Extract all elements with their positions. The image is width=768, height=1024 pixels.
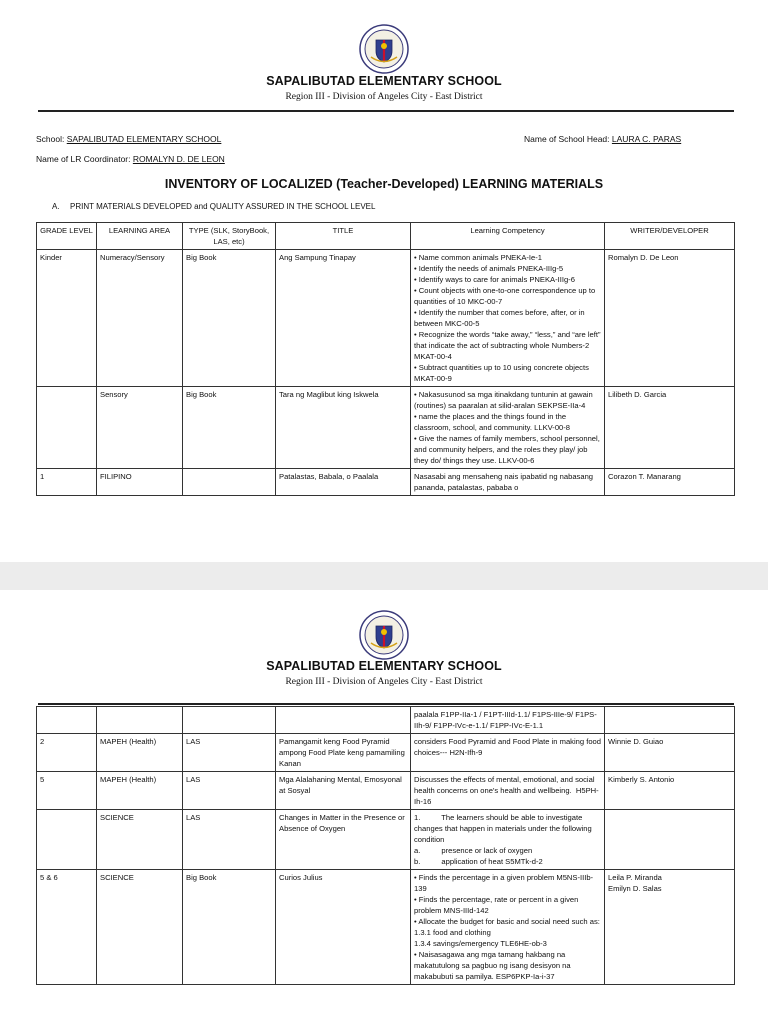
cell-writer — [605, 870, 735, 985]
competency-line: • Finds the percentage, rate or percent in a given problem MNS-IIId-142 — [414, 895, 581, 915]
school-head-info — [524, 134, 681, 144]
cell-area — [97, 707, 183, 734]
cell-grade — [37, 387, 97, 469]
cell-area: SCIENCE — [97, 810, 183, 870]
cell-writer — [605, 707, 735, 734]
cell-area: SCIENCE — [97, 870, 183, 985]
writer-name: Winnie D. Guiao — [608, 737, 664, 746]
cell-title: Tara ng Maglibut king Iskwela — [276, 387, 411, 469]
competency-line: • Give the names of family members, school personnel, and community helpers, and the roles they play/ job they do/ things they use. LLKV-00-6 — [414, 434, 602, 465]
document-page-2 — [0, 590, 768, 1024]
cell-title: Changes in Matter in the Presence or Absence of Oxygen — [276, 810, 411, 870]
header-type: TYPE (SLK, StoryBook, LAS, etc) — [183, 223, 276, 250]
competency-line: • Identify the number that comes before, after, or in between MKC-00-5 — [414, 308, 587, 328]
cell-grade: 5 & 6 — [37, 870, 97, 985]
competency-line: 1.3.1 food and clothing — [414, 928, 491, 937]
cell-learning-competency — [411, 810, 605, 870]
cell-title: Patalastas, Babala, o Paalala — [276, 469, 411, 496]
writer-name: Corazon T. Manarang — [608, 472, 681, 481]
school-value: SAPALIBUTAD ELEMENTARY SCHOOL — [66, 134, 222, 144]
cell-type: Big Book — [183, 870, 276, 985]
cell-grade: Kinder — [37, 250, 97, 387]
cell-learning-competency — [411, 870, 605, 985]
region-division-line: Region III - Division of Angeles City - East District — [285, 92, 483, 102]
lr-coordinator-value: ROMALYN D. DE LEON — [132, 154, 225, 164]
competency-line: 1.3.4 savings/emergency TLE6HE-ob-3 — [414, 939, 547, 948]
header-title: TITLE — [276, 223, 411, 250]
cell-learning-competency — [411, 707, 605, 734]
cell-type — [183, 707, 276, 734]
competency-line: • Identify ways to care for animals PNEKA-IIIg-6 — [414, 275, 575, 284]
table-row — [37, 870, 735, 985]
cell-type: LAS — [183, 810, 276, 870]
competency-line: • name the places and the things found in the classroom, school, and community. LLKV-00-8 — [414, 412, 571, 432]
competency-line: 1. The learners should be able to investigate changes that happen in materials under the following condition — [414, 813, 594, 844]
table-row — [37, 772, 735, 810]
cell-learning-competency — [411, 387, 605, 469]
cell-area: MAPEH (Health) — [97, 734, 183, 772]
deped-seal-icon — [359, 24, 409, 74]
competency-line: paalala F1PP-IIa-1 / F1PT-IIId-1.1/ F1PS-IIIe-9/ F1PS-IIh-9/ F1PP-IVc-e-1.1/ F1PP-IVc-E-1.1 — [414, 710, 597, 730]
lr-coordinator-info — [36, 154, 225, 164]
competency-line: • Identify the needs of animals PNEKA-IIIg-5 — [414, 264, 564, 273]
lr-coordinator-label: Name of LR Coordinator: — [36, 154, 131, 164]
table-row — [37, 810, 735, 870]
writer-name: Emilyn D. Salas — [608, 884, 662, 893]
cell-type: Big Book — [183, 387, 276, 469]
header-learning-competency: Learning Competency — [411, 223, 605, 250]
school-head-value: LAURA C. PARAS — [611, 134, 682, 144]
competency-line: b. application of heat S5MTk-d-2 — [414, 857, 543, 866]
competency-line: • Recognize the words “take away,” “less,” and “are left” that indicate the act of subtracting whole Numbers-2 MKAT-00-4 — [414, 330, 603, 361]
cell-learning-competency — [411, 772, 605, 810]
competency-line: Nasasabi ang mensaheng nais ipabatid ng nabasang pananda, patalastas, pababa o — [414, 472, 596, 492]
competency-line: a. presence or lack of oxygen — [414, 846, 533, 855]
materials-table-page-1 — [36, 222, 735, 496]
cell-writer — [605, 250, 735, 387]
cell-title: Mga Alalahaning Mental, Emosyonal at Sosyal — [276, 772, 411, 810]
cell-writer — [605, 772, 735, 810]
competency-line: • Naisasagawa ang mga tamang hakbang na makatutulong sa pagbuo ng isang desisyon na makabubuti sa pamilya. ESP6PKP-Ia-i-37 — [414, 950, 573, 981]
cell-learning-competency — [411, 469, 605, 496]
competency-line: • Name common animals PNEKA-Ie-1 — [414, 253, 542, 262]
section-text: PRINT MATERIALS DEVELOPED and QUALITY ASSURED IN THE SCHOOL LEVEL — [70, 202, 376, 211]
cell-area: Sensory — [97, 387, 183, 469]
header-divider — [38, 110, 734, 112]
table-header-row — [37, 223, 735, 250]
cell-writer — [605, 734, 735, 772]
cell-grade: 1 — [37, 469, 97, 496]
school-name-heading: SAPALIBUTAD ELEMENTARY SCHOOL — [266, 74, 502, 88]
cell-learning-competency — [411, 734, 605, 772]
cell-type: LAS — [183, 734, 276, 772]
cell-grade: 5 — [37, 772, 97, 810]
cell-grade: 2 — [37, 734, 97, 772]
cell-title: Ang Sampung Tinapay — [276, 250, 411, 387]
writer-name: Romalyn D. De Leon — [608, 253, 679, 262]
competency-line: • Nakasusunod sa mga itinakdang tuntunin at gawain (routines) sa paaralan at silid-aralan SEKPSE-IIa-4 — [414, 390, 595, 410]
competency-line: Discusses the effects of mental, emotional, and social health concerns on one's health and wellbeing. H5PH-Ih-16 — [414, 775, 599, 806]
cell-grade — [37, 810, 97, 870]
cell-writer — [605, 387, 735, 469]
cell-writer — [605, 469, 735, 496]
materials-table-page-2 — [36, 706, 735, 985]
school-label: School: — [36, 134, 65, 144]
competency-line: • Subtract quantities up to 10 using concrete objects MKAT-00-9 — [414, 363, 592, 383]
cell-learning-competency — [411, 250, 605, 387]
cell-writer — [605, 810, 735, 870]
table-row — [37, 469, 735, 496]
header-divider — [38, 703, 734, 705]
section-heading — [52, 202, 375, 211]
cell-area: Numeracy/Sensory — [97, 250, 183, 387]
deped-seal-icon — [359, 610, 409, 660]
table-row — [37, 707, 735, 734]
cell-area: FILIPINO — [97, 469, 183, 496]
cell-title: Pamangamit keng Food Pyramid ampong Food Plate keng pamamiling Kanan — [276, 734, 411, 772]
cell-type: Big Book — [183, 250, 276, 387]
cell-grade — [37, 707, 97, 734]
header-writer-developer: WRITER/DEVELOPER — [605, 223, 735, 250]
competency-line: • Count objects with one-to-one correspondence up to quantities of 10 MKC-00-7 — [414, 286, 598, 306]
school-name-heading: SAPALIBUTAD ELEMENTARY SCHOOL — [266, 659, 502, 673]
writer-name: Leila P. Miranda — [608, 873, 662, 882]
table-row — [37, 387, 735, 469]
competency-line: • Finds the percentage in a given problem M5NS-IIIb-139 — [414, 873, 594, 893]
table-row — [37, 250, 735, 387]
school-info — [36, 134, 221, 144]
region-division-line: Region III - Division of Angeles City - East District — [285, 677, 483, 687]
section-letter: A. — [52, 202, 60, 211]
table-row — [37, 734, 735, 772]
writer-name: Kimberly S. Antonio — [608, 775, 675, 784]
competency-line: considers Food Pyramid and Food Plate in making food choices--- H2N-Ifh-9 — [414, 737, 604, 757]
cell-type: LAS — [183, 772, 276, 810]
header-grade-level: GRADE LEVEL — [37, 223, 97, 250]
cell-area: MAPEH (Health) — [97, 772, 183, 810]
document-title: INVENTORY OF LOCALIZED (Teacher-Developed) LEARNING MATERIALS — [164, 177, 604, 191]
writer-name: Lilibeth D. Garcia — [608, 390, 667, 399]
cell-title: Curios Julius — [276, 870, 411, 985]
school-head-label: Name of School Head: — [524, 134, 610, 144]
cell-type — [183, 469, 276, 496]
competency-line: • Allocate the budget for basic and social need such as: — [414, 917, 600, 926]
cell-title — [276, 707, 411, 734]
header-learning-area: LEARNING AREA — [97, 223, 183, 250]
